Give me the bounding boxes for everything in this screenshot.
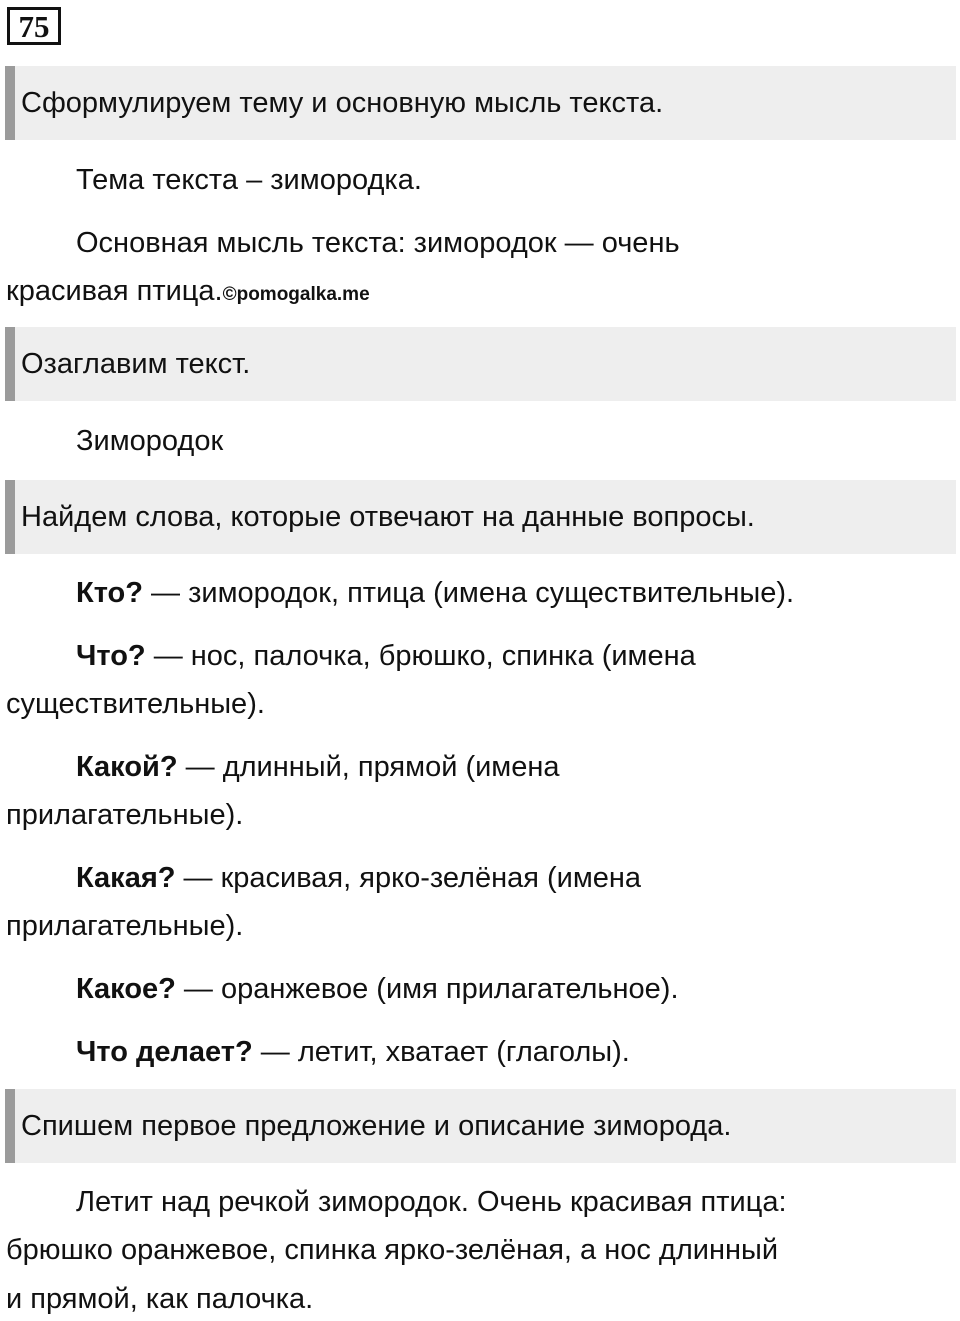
question-answer-continuation: существительные). <box>6 688 265 720</box>
question-row <box>76 1038 630 1067</box>
question-answer: — нос, палочка, брюшко, спинка (имена <box>145 640 696 672</box>
section-heading-text: Найдем слова, которые отвечают на данные вопросы. <box>21 500 755 533</box>
task-number: 75 <box>7 7 61 45</box>
main-idea-text: красивая птица. <box>6 275 223 307</box>
question-row <box>76 642 696 671</box>
question-answer: — летит, хватает (глаголы). <box>252 1036 630 1068</box>
main-idea-line: Основная мысль текста: зимородок — очень <box>76 227 680 259</box>
theme-line: Тема текста – зимородка. <box>76 164 422 196</box>
section-heading-copy <box>5 1089 956 1163</box>
question-row <box>76 579 794 608</box>
question-label: Кто? <box>76 577 143 609</box>
copied-text-line: Летит над речкой зимородок. Очень красивая птица: <box>76 1186 787 1218</box>
copied-text-line: брюшко оранжевое, спинка ярко-зелёная, а нос длинный <box>6 1234 779 1266</box>
text-title: Зимородок <box>76 425 224 457</box>
question-label: Какая? <box>76 862 176 894</box>
question-answer: — красивая, ярко-зелёная (имена <box>175 862 642 894</box>
question-answer-continuation: прилагательные). <box>6 799 244 831</box>
section-heading-text: Озаглавим текст. <box>21 347 251 380</box>
section-heading-theme <box>5 66 956 140</box>
watermark: ©pomogalka.me <box>222 284 370 305</box>
question-answer-continuation: прилагательные). <box>6 910 244 942</box>
question-answer: — длинный, прямой (имена <box>177 751 560 783</box>
section-heading-text: Спишем первое предложение и описание зиморода. <box>21 1109 732 1142</box>
main-idea-continuation <box>6 277 370 306</box>
question-row <box>76 975 679 1004</box>
copied-text-line: и прямой, как палочка. <box>6 1283 314 1315</box>
question-row <box>76 753 560 782</box>
section-heading-text: Сформулируем тему и основную мысль текста. <box>21 86 664 119</box>
question-label: Что делает? <box>76 1036 253 1068</box>
question-label: Какой? <box>76 751 178 783</box>
question-answer: — оранжевое (имя прилагательное). <box>175 973 679 1005</box>
question-answer: — зимородок, птица (имена существительные). <box>142 577 795 609</box>
question-label: Какое? <box>76 973 176 1005</box>
question-label: Что? <box>76 640 146 672</box>
question-row <box>76 864 641 893</box>
section-heading-questions <box>5 480 956 554</box>
section-heading-title <box>5 327 956 401</box>
